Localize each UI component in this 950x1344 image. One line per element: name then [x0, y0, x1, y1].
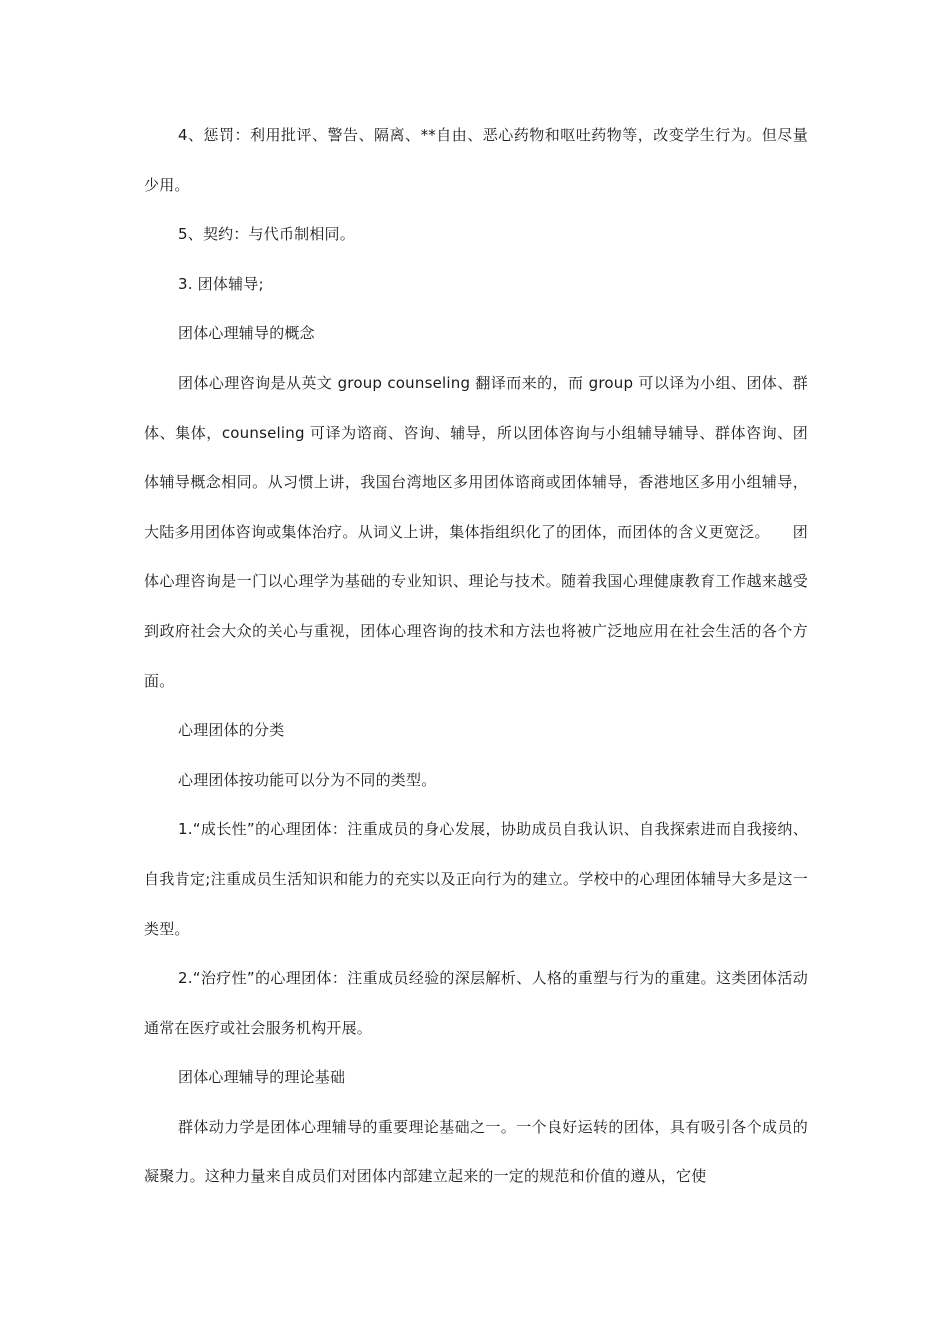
- paragraph-heading-theory: 团体心理辅导的理论基础: [178, 1068, 346, 1087]
- paragraph-heading-concept: 团体心理辅导的概念: [178, 324, 315, 343]
- paragraph-growth-group: 1.“成长性”的心理团体：注重成员的身心发展，协助成员自我认识、自我探索进而自我接纳、自我肯定;注重成员生活知识和能力的充实以及正向行为的建立。学校中的心理团体辅导大多是这一类型。: [144, 820, 808, 938]
- paragraph-concept-body: 团体心理咨询是从英文 group counseling 翻译而来的，而 group 可以译为小组、团体、群体、集体，counseling 可译为谘商、咨询、辅导，所以团体咨询与小组辅导辅导、群体咨询、团体辅导概念相同。从习惯上讲，我国台湾地区多用团体谘商或团体辅导，香港地区多用小组辅导，大陆多用团体咨询或集体治疗。从词义上讲，集体指组织化了的团体，而团体的含义更宽泛。 团体心理咨询是一门以心理学为基础的专业知识、理论与技术。随着我国心理健康教育工作越来越受到政府社会大众的关心与重视，团体心理咨询的技术和方法也将被广泛地应用在社会生活的各个方面。: [144, 373, 808, 690]
- paragraph-heading-classification: 心理团体的分类: [178, 721, 285, 740]
- paragraph-contract: 5、契约：与代币制相同。: [178, 225, 355, 244]
- paragraph-classification-intro: 心理团体按功能可以分为不同的类型。: [178, 770, 437, 789]
- paragraph-theory-body: 群体动力学是团体心理辅导的重要理论基础之一。一个良好运转的团体，具有吸引各个成员的凝聚力。这种力量来自成员们对团体内部建立起来的一定的规范和价值的遵从，它使: [144, 1117, 808, 1186]
- paragraph-therapy-group: 2.“治疗性”的心理团体：注重成员经验的深层解析、人格的重塑与行为的重建。这类团体活动通常在医疗或社会服务机构开展。: [144, 969, 808, 1037]
- paragraph-heading-group-guidance: 3. 团体辅导;: [178, 274, 264, 293]
- document-body: [144, 111, 808, 1202]
- paragraph-punishment: 4、惩罚：利用批评、警告、隔离、**自由、恶心药物和呕吐药物等，改变学生行为。但尽量少用。: [144, 126, 808, 194]
